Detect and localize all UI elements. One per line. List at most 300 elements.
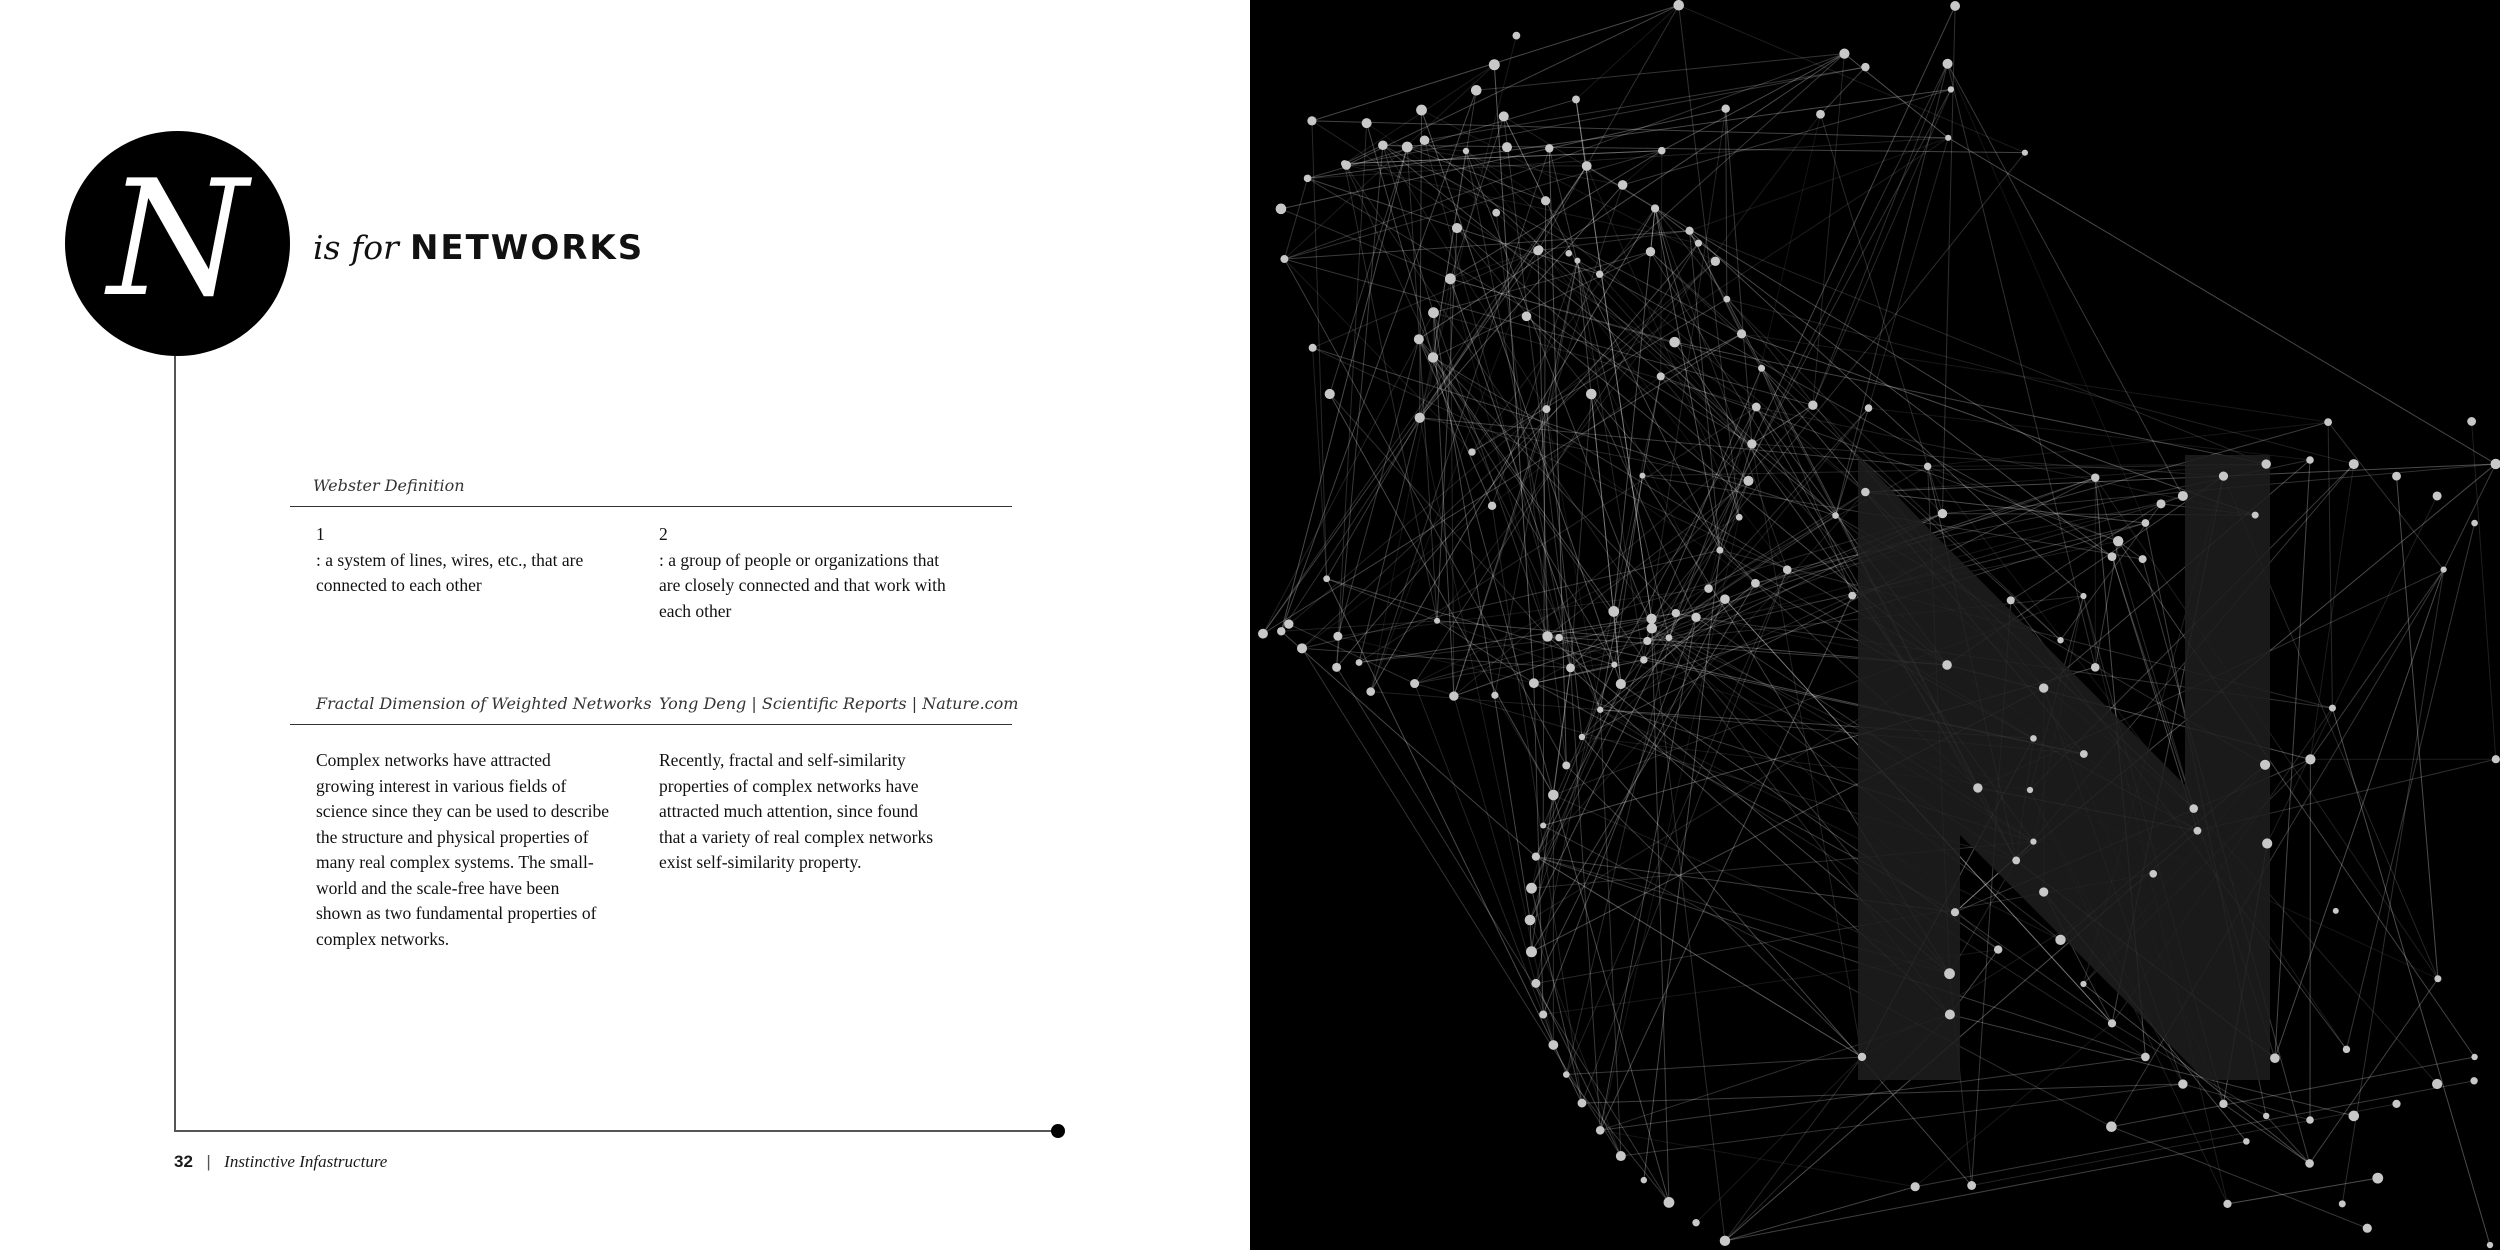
network-edge — [1600, 54, 1845, 275]
network-edge — [1495, 695, 1553, 795]
network-node — [2022, 150, 2028, 156]
network-node — [1491, 692, 1498, 699]
network-node — [1325, 389, 1335, 399]
abstract-line: science since they can be used to describe — [316, 801, 609, 821]
network-edge — [1696, 1057, 1862, 1223]
network-node — [1721, 105, 1729, 113]
network-edge — [1338, 339, 1419, 636]
network-node — [1545, 144, 1553, 152]
network-node — [1673, 0, 1684, 11]
network-edge — [1582, 1084, 2183, 1103]
network-node — [1723, 296, 1730, 303]
abstract-column-2 — [659, 748, 933, 876]
network-node — [1736, 514, 1743, 521]
network-node — [1647, 623, 1657, 633]
network-node — [2305, 754, 2315, 764]
network-edge — [1383, 145, 1547, 409]
abstract-line: growing interest in various fields of — [316, 775, 567, 796]
network-node — [2260, 760, 2270, 770]
network-letter-n — [1858, 455, 2270, 1080]
network-node — [1861, 63, 1869, 71]
network-edge — [1577, 261, 1643, 660]
network-node — [1489, 59, 1500, 70]
network-node — [1565, 250, 1572, 257]
network-node — [1973, 783, 1982, 792]
network-node — [1664, 1197, 1675, 1208]
network-node — [1323, 575, 1330, 582]
network-node — [1541, 196, 1550, 205]
network-node — [1402, 142, 1413, 153]
abstract-line: Complex networks have attracted — [316, 750, 551, 770]
network-node — [1356, 659, 1363, 666]
network-node — [1445, 273, 1456, 284]
network-edge — [1281, 147, 1407, 631]
rule-end-dot — [1051, 1124, 1065, 1138]
network-node — [1542, 631, 1552, 641]
network-node — [2030, 839, 2036, 845]
network-node — [2027, 787, 2033, 793]
network-node — [1743, 476, 1753, 486]
network-edge — [1504, 116, 1571, 667]
network-edge — [1709, 114, 1821, 588]
definition-line: : a group of people or organizations that — [659, 549, 940, 570]
network-node — [1658, 147, 1666, 155]
network-node — [1596, 271, 1603, 278]
network-edge — [2328, 422, 2444, 569]
network-edge — [1330, 394, 1554, 795]
network-edge — [2111, 1127, 2367, 1229]
network-node — [1704, 584, 1713, 593]
network-node — [2080, 593, 2086, 599]
page-number: 32 — [174, 1152, 193, 1171]
network-node — [1832, 512, 1839, 519]
abstract-line: Recently, fractal and self-similarity — [659, 750, 906, 770]
network-edge — [1284, 54, 1844, 259]
network-node — [2339, 1200, 2346, 1207]
network-edge — [1327, 579, 1615, 665]
network-node — [2141, 1053, 2150, 1062]
drop-cap-letter: N — [107, 145, 248, 332]
network-node — [1618, 180, 1628, 190]
network-node — [1562, 761, 1570, 769]
network-node — [1816, 110, 1825, 119]
network-node — [2263, 1113, 2269, 1119]
source-journal: Scientific Reports — [761, 694, 907, 713]
network-node — [2106, 1121, 2117, 1132]
definition-line: : a system of lines, wires, etc., that are — [316, 549, 584, 570]
network-node — [1297, 643, 1307, 653]
footer-separator: | — [206, 1152, 211, 1171]
network-edge — [2346, 523, 2474, 1049]
definition-number: 1 — [316, 524, 325, 544]
network-edge — [1813, 89, 1951, 405]
network-node — [2219, 1100, 2227, 1108]
network-edge — [1383, 145, 2025, 152]
network-edge — [1419, 54, 1845, 340]
network-node — [1858, 1053, 1866, 1061]
network-node — [1309, 344, 1317, 352]
network-edge — [1725, 1057, 1862, 1241]
network-node — [1711, 257, 1720, 266]
network-node — [1492, 209, 1500, 217]
network-node — [2039, 683, 2048, 692]
network-node — [2270, 1053, 2280, 1063]
network-node — [2142, 519, 2150, 527]
network-node — [1716, 547, 1723, 554]
network-node — [2471, 1054, 2477, 1060]
network-node — [1861, 488, 1870, 497]
network-node — [1948, 86, 1954, 92]
network-node — [1529, 678, 1539, 688]
network-node — [1720, 594, 1730, 604]
network-edge — [1312, 121, 1948, 138]
network-edge — [1281, 261, 1715, 631]
network-edge — [1820, 114, 1942, 513]
network-node — [1366, 687, 1375, 696]
network-node — [1332, 663, 1341, 672]
network-node — [2243, 1138, 2250, 1145]
network-node — [2108, 1019, 2116, 1027]
network-node — [2007, 596, 2015, 604]
network-node — [1641, 1177, 1647, 1183]
page-heading — [313, 228, 644, 268]
network-edge — [2275, 570, 2444, 1059]
network-node — [1950, 1, 1960, 11]
source-rule — [290, 724, 1012, 725]
network-edge — [1844, 54, 1948, 138]
network-node — [2306, 456, 2314, 464]
network-node — [2471, 520, 2478, 527]
network-node — [1471, 85, 1482, 96]
network-node — [1685, 227, 1693, 235]
network-node — [2055, 935, 2065, 945]
network-node — [1672, 609, 1680, 617]
network-node — [1307, 116, 1316, 125]
network-edge — [1531, 660, 1643, 888]
network-node — [1646, 247, 1655, 256]
network-node — [1608, 606, 1619, 617]
network-node — [2487, 1242, 2493, 1248]
network-node — [1572, 96, 1580, 104]
network-node — [1512, 32, 1520, 40]
network-node — [2329, 705, 2336, 712]
definition-1 — [316, 522, 583, 599]
network-node — [1284, 619, 1293, 628]
network-edge — [1466, 151, 1787, 570]
heading-is-for: is for — [313, 228, 399, 267]
network-node — [1737, 329, 1746, 338]
network-node — [1945, 1009, 1955, 1019]
network-node — [1945, 135, 1951, 141]
network-node — [1548, 790, 1559, 801]
network-node — [1747, 439, 1756, 448]
network-node — [1751, 579, 1760, 588]
definition-line: each other — [659, 600, 732, 621]
network-edge — [1359, 418, 1420, 663]
network-node — [1582, 161, 1592, 171]
network-node — [1548, 1040, 1558, 1050]
network-node — [2392, 1100, 2400, 1108]
network-node — [1586, 389, 1597, 400]
network-edge — [1600, 596, 1852, 710]
network-node — [1563, 1071, 1570, 1078]
network-node — [1666, 634, 1673, 641]
network-edge — [1576, 5, 1679, 99]
network-edge — [1742, 334, 2329, 422]
network-node — [2261, 459, 2270, 468]
definition-2 — [659, 522, 946, 624]
network-node — [1258, 629, 1268, 639]
network-node — [1616, 679, 1626, 689]
network-node — [1532, 853, 1540, 861]
network-node — [2349, 459, 2359, 469]
network-node — [1525, 915, 1536, 926]
source-author: Yong Deng — [659, 694, 747, 713]
network-node — [1994, 945, 2002, 953]
network-edge — [1726, 109, 1752, 444]
network-node — [2149, 870, 2157, 878]
network-node — [2363, 1224, 2372, 1233]
network-node — [1967, 1181, 1976, 1190]
network-edge — [1752, 444, 2224, 476]
network-node — [2467, 417, 2476, 426]
network-edge — [1950, 1014, 2354, 1115]
definition-line: connected to each other — [316, 575, 482, 595]
network-edge — [1330, 147, 1407, 394]
network-node — [2039, 887, 2048, 896]
network-node — [1639, 473, 1645, 479]
network-node — [1752, 403, 1761, 412]
network-edge — [1591, 394, 1755, 583]
network-node — [2178, 1079, 2187, 1088]
network-node — [1651, 204, 1659, 212]
network-edge — [1915, 1081, 2474, 1187]
network-artwork — [1250, 0, 2500, 1250]
network-node — [1540, 822, 1546, 828]
network-node — [1579, 734, 1585, 740]
network-edge — [1346, 5, 1678, 165]
vertical-rule — [174, 356, 176, 1132]
network-node — [2252, 512, 2259, 519]
abstract-line: shown as two fundamental properties of — [316, 903, 597, 923]
network-edge — [1433, 252, 1650, 313]
network-node — [1566, 663, 1575, 672]
network-node — [1542, 405, 1550, 413]
network-node — [2194, 827, 2202, 835]
source-site: Nature.com — [922, 694, 1019, 713]
abstract-line: many real complex systems. The small- — [316, 852, 594, 872]
network-node — [1808, 401, 1817, 410]
network-node — [2305, 1159, 2314, 1168]
network-node — [1341, 160, 1348, 167]
network-node — [2262, 838, 2272, 848]
network-node — [1378, 140, 1388, 150]
network-node — [1691, 613, 1700, 622]
network-node — [2091, 663, 2100, 672]
network-node — [1643, 637, 1651, 645]
network-edge — [1371, 208, 1655, 691]
network-node — [1695, 240, 1702, 247]
network-edge — [1476, 54, 1844, 91]
network-node — [2223, 1200, 2231, 1208]
definition-number: 2 — [659, 524, 668, 544]
network-node — [2157, 499, 2166, 508]
network-edge — [2111, 1057, 2474, 1127]
network-node — [2113, 536, 2123, 546]
drop-cap-circle — [65, 131, 290, 356]
network-node — [2333, 908, 2339, 914]
network-node — [1415, 413, 1425, 423]
network-node — [1488, 502, 1496, 510]
source-credit: Yong Deng | Scientific Reports | Nature.com — [659, 694, 1019, 713]
source-title: Fractal Dimension of Weighted Networks — [316, 694, 652, 713]
network-node — [1943, 59, 1953, 69]
network-node — [1839, 49, 1849, 59]
network-edge — [1281, 631, 1536, 856]
network-node — [2108, 552, 2117, 561]
definition-rule — [290, 506, 1012, 507]
network-node — [1596, 1126, 1605, 1135]
network-node — [1463, 148, 1469, 154]
network-node — [1669, 337, 1680, 348]
network-edge — [1302, 648, 1570, 667]
definition-line: are closely connected and that work with — [659, 575, 946, 595]
network-edge — [2044, 460, 2310, 688]
network-node — [2372, 1173, 2383, 1184]
network-node — [1434, 618, 1440, 624]
network-node — [1720, 1236, 1730, 1246]
network-node — [1865, 404, 1873, 412]
network-node — [2091, 473, 2099, 481]
network-node — [2219, 472, 2228, 481]
network-node — [2392, 472, 2401, 481]
network-edge — [1466, 151, 1571, 668]
network-edge — [2332, 708, 2490, 1245]
network-edge — [2275, 460, 2310, 1058]
abstract-line: complex networks. — [316, 928, 450, 949]
network-node — [1416, 105, 1427, 116]
network-graph — [1250, 0, 2500, 1250]
network-edge — [2397, 476, 2438, 979]
network-edge — [1869, 138, 1949, 408]
network-edge — [1725, 1187, 1915, 1241]
page-footer — [174, 1152, 387, 1172]
network-node — [1555, 634, 1563, 642]
network-node — [1414, 334, 1424, 344]
network-edge — [1371, 251, 1538, 692]
network-edge — [2267, 496, 2437, 843]
definition-label: Webster Definition — [313, 476, 465, 495]
network-node — [2470, 1077, 2477, 1084]
network-node — [2012, 857, 2020, 865]
network-node — [1280, 255, 1288, 263]
network-node — [1848, 592, 1856, 600]
network-node — [1539, 1011, 1547, 1019]
network-edge — [1942, 6, 1955, 514]
abstract-line: attracted much attention, since found — [659, 801, 919, 821]
network-node — [2139, 555, 2147, 563]
network-edge — [1725, 1141, 2246, 1240]
network-node — [1526, 883, 1537, 894]
network-node — [2306, 1116, 2314, 1124]
network-node — [2492, 755, 2500, 763]
network-edge — [1865, 464, 2495, 492]
network-node — [1468, 448, 1475, 455]
network-edge — [1289, 624, 1415, 683]
network-node — [2178, 491, 2188, 501]
abstract-column-1 — [316, 748, 609, 952]
network-node — [2057, 637, 2063, 643]
network-node — [2349, 1111, 2360, 1122]
network-node — [2432, 1079, 2442, 1089]
network-node — [1276, 204, 1287, 215]
network-node — [1578, 1099, 1587, 1108]
network-edge — [1752, 6, 1955, 444]
network-node — [1783, 565, 1792, 574]
network-node — [1499, 111, 1509, 121]
network-node — [2433, 491, 2442, 500]
network-node — [1531, 979, 1540, 988]
abstract-line: that a variety of real complex networks — [659, 826, 934, 847]
network-node — [1428, 307, 1439, 318]
network-node — [1951, 908, 1959, 916]
network-node — [2080, 981, 2086, 987]
network-node — [1938, 509, 1947, 518]
network-node — [1362, 118, 1372, 128]
network-node — [1333, 632, 1342, 641]
network-edge — [1420, 357, 1433, 417]
network-node — [1616, 1151, 1626, 1161]
network-edge — [1415, 638, 1669, 684]
network-node — [1452, 223, 1462, 233]
network-edge — [1675, 342, 2267, 464]
network-node — [1657, 372, 1665, 380]
network-node — [2343, 1046, 2350, 1053]
network-node — [1449, 691, 1458, 700]
network-node — [1420, 135, 1430, 145]
heading-word: NETWORKS — [409, 228, 645, 268]
network-node — [2434, 975, 2441, 982]
network-node — [2324, 418, 2332, 426]
network-node — [1304, 175, 1312, 183]
network-edge — [1813, 64, 1948, 406]
network-node — [1597, 707, 1603, 713]
network-edge — [1972, 1104, 2397, 1186]
abstract-line: the structure and physical properties of — [316, 826, 589, 847]
network-node — [1692, 1219, 1699, 1226]
network-edge — [1869, 408, 2310, 460]
network-node — [2080, 750, 2088, 758]
network-node — [1942, 660, 1952, 670]
network-edge — [1679, 5, 2025, 152]
network-node — [1611, 662, 1617, 668]
network-node — [1502, 142, 1512, 152]
network-edge — [1726, 109, 1727, 299]
network-node — [1535, 245, 1544, 254]
network-node — [1911, 1182, 1920, 1191]
network-node — [1574, 258, 1580, 264]
network-node — [1758, 365, 1765, 372]
network-edge — [2444, 464, 2496, 570]
network-node — [2441, 567, 2447, 573]
network-node — [1522, 312, 1532, 322]
abstract-line: properties of complex networks have — [659, 775, 919, 796]
abstract-line: world and the scale-free have been — [316, 877, 560, 898]
network-node — [1924, 463, 1931, 470]
network-node — [1640, 656, 1647, 663]
network-node — [1428, 352, 1438, 362]
network-node — [2189, 804, 2198, 813]
